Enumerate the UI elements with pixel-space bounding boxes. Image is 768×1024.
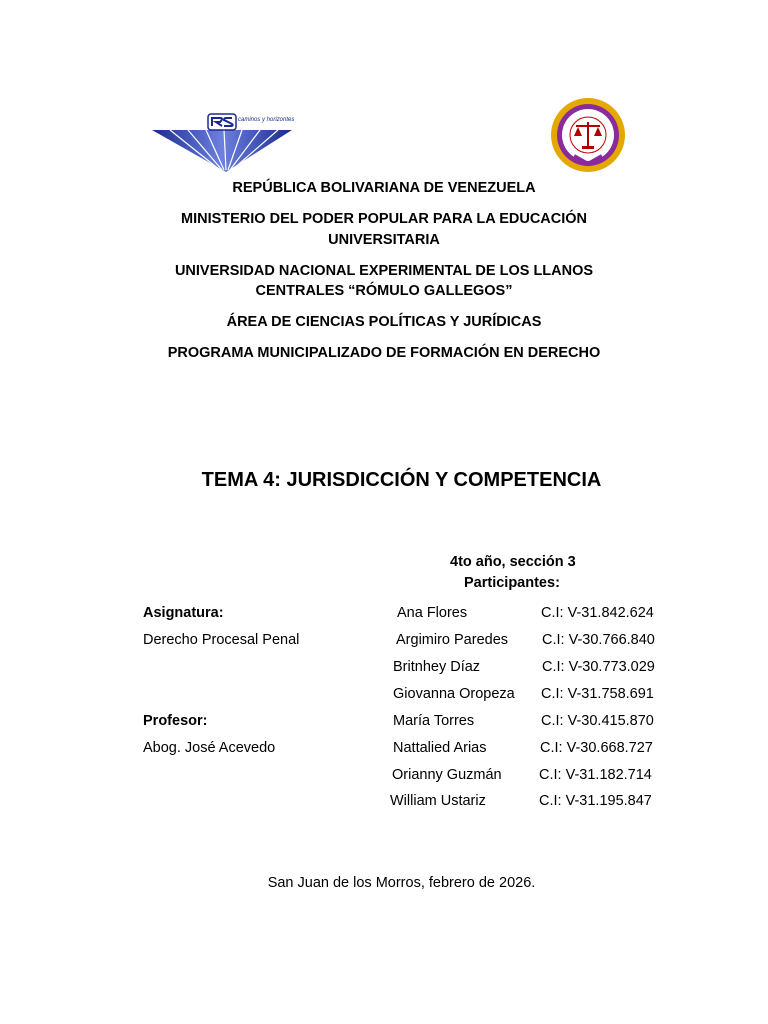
university-logo-right [550, 96, 626, 174]
professor-label: Profesor: [143, 713, 208, 729]
section-year: 4to año, sección 3 [450, 554, 576, 570]
participant-ci: C.I: V-30.766.840 [542, 632, 655, 648]
subject-value: Derecho Procesal Penal [143, 632, 300, 648]
participant-name: Giovanna Oropeza [393, 686, 515, 702]
participant-ci: C.I: V-30.668.727 [540, 740, 653, 756]
logo-text: caminos y horizontes [238, 117, 295, 123]
participant-name: Britnhey Díaz [393, 659, 481, 675]
participant-name: Ana Flores [397, 605, 468, 621]
professor-value: Abog. José Acevedo [143, 740, 276, 756]
participant-ci: C.I: V-31.842.624 [541, 605, 654, 621]
participants-label: Participantes: [464, 575, 560, 591]
subject-label: Asignatura: [143, 605, 224, 621]
participant-name: Nattalied Arias [393, 740, 487, 756]
participant-ci: C.I: V-31.182.714 [539, 767, 652, 783]
university-logo-left [150, 112, 295, 174]
header-area: ÁREA DE CIENCIAS POLÍTICAS Y JURÍDICAS [226, 314, 542, 330]
document-title: TEMA 4: JURISDICCIÓN Y COMPETENCIA [201, 469, 602, 491]
participant-name: William Ustariz [390, 793, 486, 809]
participant-name: Orianny Guzmán [392, 767, 502, 783]
participant-name: María Torres [393, 713, 475, 729]
participant-ci: C.I: V-31.195.847 [539, 793, 652, 809]
header-ministry-line1: MINISTERIO DEL PODER POPULAR PARA LA EDUCACIÓN [180, 211, 588, 227]
header-program: PROGRAMA MUNICIPALIZADO DE FORMACIÓN EN DERECHO [167, 345, 601, 361]
header-republic: REPÚBLICA BOLIVARIANA DE VENEZUELA [232, 180, 536, 196]
participant-ci: C.I: V-30.415.870 [541, 713, 654, 729]
header-university-line2: CENTRALES “RÓMULO GALLEGOS” [255, 283, 513, 299]
participant-ci: C.I: V-31.758.691 [541, 686, 654, 702]
header-university-line1: UNIVERSIDAD NACIONAL EXPERIMENTAL DE LOS LLANOS [174, 263, 594, 279]
header-ministry-line2: UNIVERSITARIA [328, 232, 440, 248]
participant-name: Argimiro Paredes [396, 632, 509, 648]
participant-ci: C.I: V-30.773.029 [542, 659, 655, 675]
place-date: San Juan de los Morros, febrero de 2026. [267, 875, 536, 891]
justice-scale-seal-icon [550, 96, 626, 174]
